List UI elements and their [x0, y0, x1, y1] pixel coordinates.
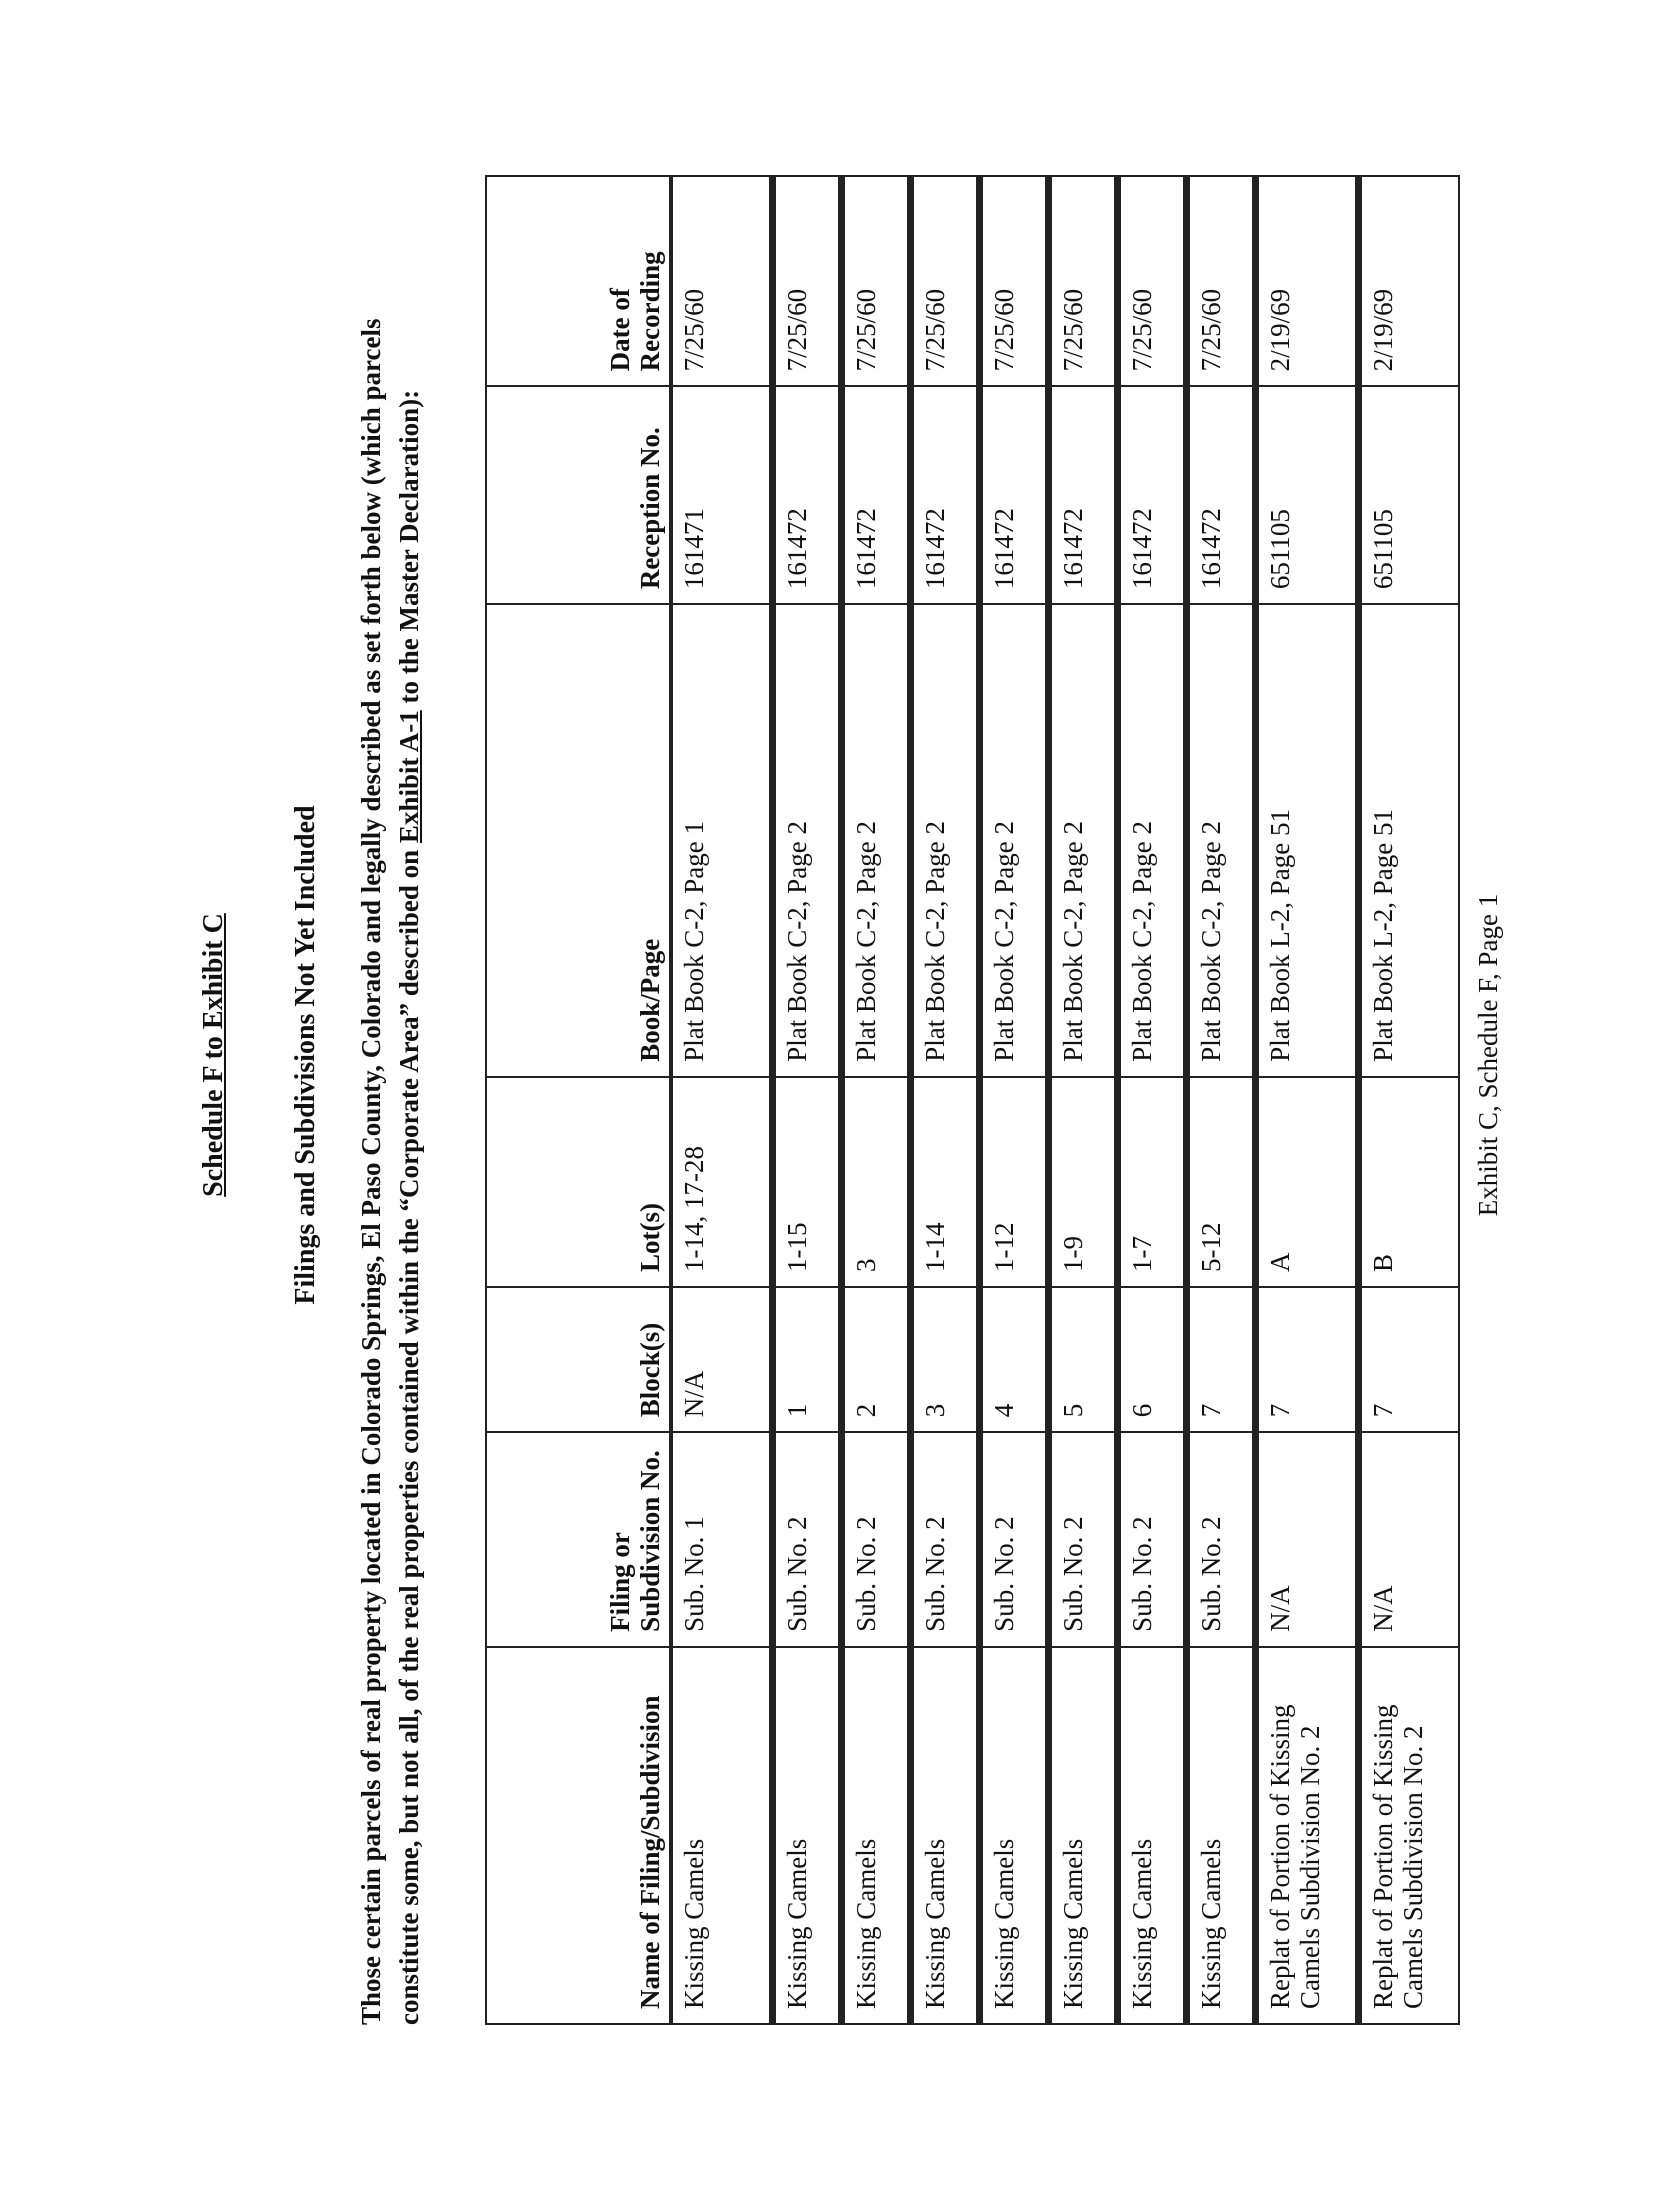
cell-block: 7	[1187, 1287, 1256, 1432]
cell-block: 2	[842, 1287, 911, 1432]
cell-reception: 161472	[1187, 386, 1256, 604]
cell-book: Plat Book L-2, Page 51	[1359, 604, 1460, 1077]
cell-date: 7/25/60	[671, 176, 773, 386]
header-reception: Reception No.	[486, 386, 671, 604]
cell-lot: A	[1256, 1077, 1359, 1287]
cell-book: Plat Book C-2, Page 2	[1187, 604, 1256, 1077]
table-row	[773, 176, 842, 2024]
cell-book: Plat Book L-2, Page 51	[1256, 604, 1359, 1077]
cell-filing: Sub. No. 2	[842, 1432, 911, 1647]
cell-lot: 1-7	[1118, 1077, 1187, 1287]
cell-filing: N/A	[1256, 1432, 1359, 1647]
cell-name: Kissing Camels	[1118, 1647, 1187, 2024]
cell-filing: Sub. No. 2	[911, 1432, 980, 1647]
cell-date: 2/19/69	[1256, 176, 1359, 386]
cell-reception: 161472	[773, 386, 842, 604]
cell-date: 7/25/60	[1049, 176, 1118, 386]
cell-lot: B	[1359, 1077, 1460, 1287]
cell-date: 7/25/60	[980, 176, 1049, 386]
cell-book: Plat Book C-2, Page 2	[773, 604, 842, 1077]
cell-date: 7/25/60	[842, 176, 911, 386]
cell-block: 4	[980, 1287, 1049, 1432]
cell-date: 7/25/60	[773, 176, 842, 386]
intro-text-2: to the Master Declaration):	[394, 389, 424, 711]
cell-block: 3	[911, 1287, 980, 1432]
cell-lot: 1-14	[911, 1077, 980, 1287]
cell-book: Plat Book C-2, Page 2	[1049, 604, 1118, 1077]
cell-name: Kissing Camels	[980, 1647, 1049, 2024]
filings-table	[485, 175, 1460, 2025]
cell-date: 7/25/60	[1118, 176, 1187, 386]
cell-filing: Sub. No. 2	[1049, 1432, 1118, 1647]
cell-reception: 161472	[1049, 386, 1118, 604]
header-row	[486, 176, 671, 2024]
cell-name: Kissing Camels	[911, 1647, 980, 2024]
cell-name: Kissing Camels	[1049, 1647, 1118, 2024]
cell-block: 7	[1256, 1287, 1359, 1432]
table-row	[1118, 176, 1187, 2024]
cell-name: Kissing Camels	[842, 1647, 911, 2024]
cell-lot: 3	[842, 1077, 911, 1287]
page-footer: Exhibit C, Schedule F, Page 1	[1473, 893, 1503, 1217]
exhibit-reference: Exhibit A-1	[394, 710, 424, 844]
header-date: Date of Recording	[486, 176, 671, 386]
cell-name: Replat of Portion of Kissing Camels Subdivision No. 2	[1256, 1647, 1359, 2024]
cell-filing: Sub. No. 1	[671, 1432, 773, 1647]
cell-reception: 161472	[911, 386, 980, 604]
cell-reception: 651105	[1359, 386, 1460, 604]
intro-text-1: Those certain parcels of real property located in Colorado Springs, El Paso County, Colorado and legally described as set forth below (which parcels constitute some, but not all, of the real properties contained within the “Corporate Area” described on	[356, 318, 424, 2025]
cell-block: 1	[773, 1287, 842, 1432]
cell-filing: Sub. No. 2	[773, 1432, 842, 1647]
cell-book: Plat Book C-2, Page 2	[911, 604, 980, 1077]
cell-lot: 5-12	[1187, 1077, 1256, 1287]
header-filing: Filing or Subdivision No.	[486, 1432, 671, 1647]
cell-date: 7/25/60	[1187, 176, 1256, 386]
cell-date: 2/19/69	[1359, 176, 1460, 386]
table-row	[1049, 176, 1118, 2024]
cell-lot: 1-9	[1049, 1077, 1118, 1287]
cell-book: Plat Book C-2, Page 1	[671, 604, 773, 1077]
cell-name: Kissing Camels	[671, 1647, 773, 2024]
cell-date: 7/25/60	[911, 176, 980, 386]
cell-name: Kissing Camels	[773, 1647, 842, 2024]
cell-book: Plat Book C-2, Page 2	[980, 604, 1049, 1077]
page-subtitle: Filings and Subdivisions Not Yet Included	[290, 805, 321, 1305]
cell-name: Replat of Portion of Kissing Camels Subdivision No. 2	[1359, 1647, 1460, 2024]
cell-lot: 1-12	[980, 1077, 1049, 1287]
header-lot: Lot(s)	[486, 1077, 671, 1287]
header-name: Name of Filing/Subdivision	[486, 1647, 671, 2024]
cell-filing: Sub. No. 2	[1118, 1432, 1187, 1647]
cell-filing: N/A	[1359, 1432, 1460, 1647]
cell-lot: 1-15	[773, 1077, 842, 1287]
table-row	[1256, 176, 1359, 2024]
header-book: Book/Page	[486, 604, 671, 1077]
cell-reception: 161471	[671, 386, 773, 604]
cell-filing: Sub. No. 2	[980, 1432, 1049, 1647]
table-row	[671, 176, 773, 2024]
rotated-page	[130, 50, 1630, 2060]
cell-reception: 161472	[980, 386, 1049, 604]
page-title: Schedule F to Exhibit C	[198, 913, 229, 1197]
cell-reception: 161472	[842, 386, 911, 604]
cell-name: Kissing Camels	[1187, 1647, 1256, 2024]
table-row	[1187, 176, 1256, 2024]
cell-block: 6	[1118, 1287, 1187, 1432]
cell-reception: 161472	[1118, 386, 1187, 604]
cell-block: 5	[1049, 1287, 1118, 1432]
cell-block: 7	[1359, 1287, 1460, 1432]
table-row	[911, 176, 980, 2024]
table-row	[1359, 176, 1460, 2024]
cell-book: Plat Book C-2, Page 2	[1118, 604, 1187, 1077]
cell-reception: 651105	[1256, 386, 1359, 604]
cell-book: Plat Book C-2, Page 2	[842, 604, 911, 1077]
table-row	[980, 176, 1049, 2024]
header-block: Block(s)	[486, 1287, 671, 1432]
intro-paragraph	[352, 305, 428, 2025]
cell-lot: 1-14, 17-28	[671, 1077, 773, 1287]
cell-filing: Sub. No. 2	[1187, 1432, 1256, 1647]
cell-block: N/A	[671, 1287, 773, 1432]
table-row	[842, 176, 911, 2024]
